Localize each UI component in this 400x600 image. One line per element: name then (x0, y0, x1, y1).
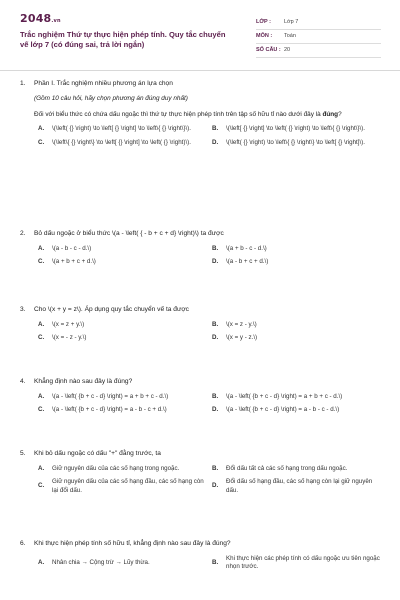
option-letter: D. (212, 482, 219, 490)
question-header (20, 450, 386, 459)
option-a[interactable] (38, 393, 212, 401)
option-text: Đổi dấu tất cả các số hạng trong dấu ngoặc. (226, 464, 348, 472)
option-letter: B. (212, 392, 219, 400)
option-letter: D. (212, 334, 219, 342)
options-grid (38, 465, 386, 495)
option-text: \(\left( {} \right) \to \left[ {} \right] \to \left\{ {} \right\}\). (52, 125, 191, 133)
option-letter: A. (38, 125, 45, 133)
question-header (20, 306, 386, 315)
option-letter: D. (212, 138, 219, 146)
option-letter: B. (212, 244, 219, 252)
quiz-title: Trắc nghiệm Thứ tự thực hiện phép tính. Quy tắc chuyển vế lớp 7 (có đúng sai, trả lời ngắn) (20, 30, 226, 50)
option-a[interactable] (38, 125, 212, 133)
option-c[interactable] (38, 139, 212, 147)
option-letter: A. (38, 559, 45, 567)
option-text: \(a + b + c + d.\) (52, 258, 96, 266)
option-text: \(a - \left( {b + c - d} \right) = a + b + c - d.\) (52, 392, 169, 400)
option-b[interactable] (212, 321, 386, 329)
section-title: Phần I. Trắc nghiệm nhiều phương án lựa chọn (34, 80, 173, 87)
meta-key: SỐ CÂU : (256, 46, 281, 53)
option-letter: A. (38, 464, 45, 472)
question-5 (20, 450, 386, 540)
option-text: Đổi dấu số hạng đầu, các số hạng còn lại giữ nguyên dấu. (226, 478, 373, 494)
option-letter: C. (38, 334, 45, 342)
question-number: 6. (20, 540, 26, 547)
option-text: \(a - \left( {b + c - d} \right) = a - b - c - d.\) (226, 406, 340, 414)
quiz-meta (256, 16, 381, 58)
logo-sub-text: .vn (51, 18, 61, 24)
stem-end: ? (338, 110, 342, 118)
option-letter: B. (212, 464, 219, 472)
option-letter: C. (38, 138, 45, 146)
option-text: \(\left( {} \right) \to \left\{ {} \right\} \to \left[ {} \right]\). (226, 138, 365, 146)
meta-row-grade (256, 16, 381, 30)
quiz-content (20, 80, 386, 600)
option-d[interactable] (212, 258, 386, 266)
meta-row-subject (256, 30, 381, 44)
section-note: (Gồm 10 câu hỏi, hãy chọn phương án đúng duy nhất) (34, 94, 188, 102)
option-b[interactable] (212, 125, 386, 133)
question-2 (20, 230, 386, 306)
option-d[interactable] (212, 478, 386, 495)
question-text: Cho \(x + y = z\). Áp dụng quy tắc chuyển vế ta được (34, 306, 189, 313)
option-text: \(a - b + c + d.\) (226, 258, 269, 266)
page-header (0, 0, 400, 66)
question-header (20, 378, 386, 387)
option-b[interactable] (212, 393, 386, 401)
option-letter: C. (38, 406, 45, 414)
option-letter: B. (212, 125, 219, 133)
options-grid (38, 125, 386, 147)
option-c[interactable] (38, 334, 212, 342)
option-text: \(\left[ {} \right] \to \left( {} \right) \to \left\{ {} \right\}\). (226, 125, 365, 133)
option-text: Nhân chia → Cộng trừ → Lũy thừa. (52, 559, 150, 567)
option-letter: A. (38, 244, 45, 252)
option-letter: A. (38, 320, 45, 328)
stem-text: Đối với biểu thức có chứa dấu ngoặc thì thứ tự thực hiện phép tính trên tập số hữu tỉ nào dưới đây là (34, 110, 323, 118)
option-text: Giữ nguyên dấu của các số hạng trong ngoặc. (52, 464, 180, 472)
option-letter: C. (38, 482, 45, 490)
options-grid (38, 321, 386, 343)
question-1 (20, 80, 386, 230)
option-text: \(a - \left( {b + c - d} \right) = a + b + c - d.\) (226, 392, 343, 400)
question-number: 1. (20, 80, 26, 87)
question-text: Khi bỏ dấu ngoặc có dấu "+" đằng trước, ta (34, 450, 161, 457)
option-b[interactable] (212, 465, 386, 473)
question-3 (20, 306, 386, 378)
option-letter: D. (212, 406, 219, 414)
meta-value: 20 (284, 46, 291, 53)
option-a[interactable] (38, 321, 212, 329)
option-letter: B. (212, 559, 219, 567)
question-number: 5. (20, 450, 26, 457)
option-c[interactable] (38, 478, 212, 495)
stem-emphasis: đúng (322, 110, 339, 118)
option-text: \(a - \left( {b + c - d} \right) = a - b - c + d.\) (52, 406, 167, 414)
meta-value: Lớp 7 (284, 18, 299, 25)
option-text: Khi thực hiện các phép tính có dấu ngoặc ưu tiên ngoặc nhọn trước. (226, 554, 380, 571)
meta-row-count (256, 44, 381, 58)
option-text: \(\left\{ {} \right\} \to \left[ {} \right] \to \left( {} \right)\). (52, 138, 191, 146)
option-letter: C. (38, 258, 45, 266)
option-letter: A. (38, 392, 45, 400)
meta-value: Toán (284, 32, 296, 39)
meta-key: LỚP : (256, 18, 271, 25)
question-header (20, 230, 386, 239)
question-number: 2. (20, 230, 26, 237)
option-d[interactable] (212, 406, 386, 414)
option-text: Giữ nguyên dấu của các số hạng đầu, các số hạng còn lại đổi dấu. (52, 478, 204, 494)
option-a[interactable] (38, 465, 212, 473)
question-number: 4. (20, 378, 26, 385)
option-c[interactable] (38, 406, 212, 414)
meta-key: MÔN : (256, 32, 273, 39)
option-d[interactable] (212, 334, 386, 342)
option-a[interactable] (38, 555, 212, 572)
option-text: \(x = z + y.\) (52, 320, 85, 328)
question-header (20, 540, 386, 549)
question-text: Bỏ dấu ngoặc ở biểu thức \(a - \left( { - b + c + d} \right)\) ta được (34, 230, 224, 237)
question-number: 3. (20, 306, 26, 313)
options-grid (38, 245, 386, 267)
question-6 (20, 540, 386, 600)
option-text: \(a + b - c - d.\) (226, 244, 267, 252)
option-b[interactable] (212, 245, 386, 253)
logo-main-text: 2048 (20, 12, 52, 25)
question-text: Khẳng định nào sau đây là đúng? (34, 378, 133, 385)
option-b[interactable] (212, 555, 386, 572)
question-stem (34, 111, 386, 120)
option-a[interactable] (38, 245, 212, 253)
option-letter: D. (212, 258, 219, 266)
options-grid (38, 393, 386, 415)
option-text: \(a - b - c - d.\) (52, 244, 92, 252)
option-text: \(x = - z - y.\) (52, 334, 87, 342)
option-c[interactable] (38, 258, 212, 266)
option-text: \(x = z - y.\) (226, 320, 257, 328)
question-header (20, 80, 386, 89)
option-d[interactable] (212, 139, 386, 147)
option-letter: B. (212, 320, 219, 328)
question-4 (20, 378, 386, 450)
header-divider (0, 70, 400, 71)
option-text: \(x = y - z.\) (226, 334, 258, 342)
options-grid (38, 555, 386, 572)
question-text: Khi thực hiện phép tính số hữu tỉ, khẳng định nào sau đây là đúng? (34, 540, 231, 547)
